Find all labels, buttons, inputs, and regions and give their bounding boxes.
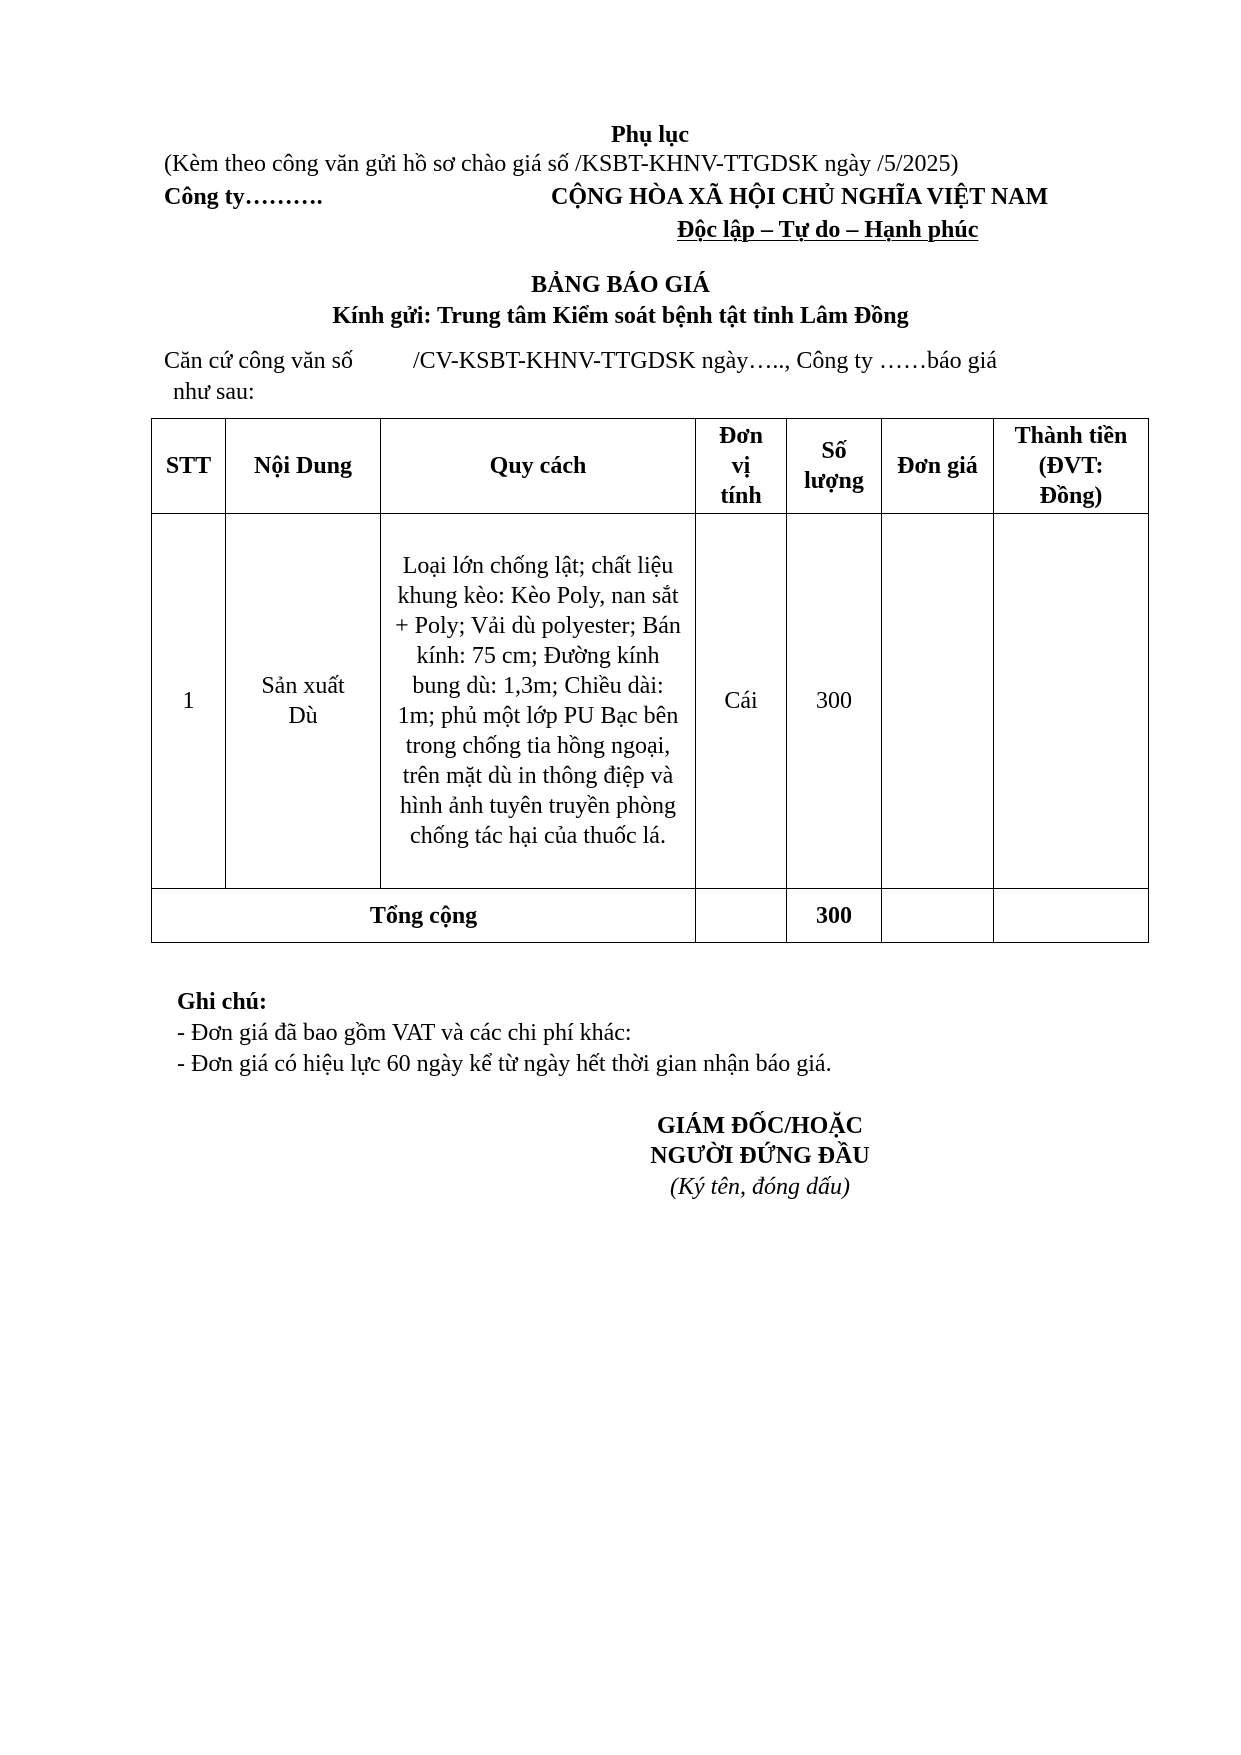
header-spec: Quy cách [381, 419, 696, 514]
signature-role: GIÁM ĐỐC/HOẶC [657, 1113, 863, 1139]
total-unit-price [882, 889, 994, 943]
header-quantity [787, 419, 882, 514]
cell-total [994, 514, 1149, 889]
cell-unit: Cái [696, 514, 787, 889]
note-item: - Đơn giá đã bao gồm VAT và các chi phí khác: [177, 1020, 632, 1046]
total-quantity: 300 [787, 889, 882, 943]
cell-content-line: Dù [288, 703, 318, 729]
notes-title: Ghi chú: [177, 989, 268, 1015]
total-label: Tổng cộng [152, 889, 696, 943]
header-total-line: (ĐVT: [1038, 453, 1104, 479]
total-unit [696, 889, 787, 943]
intro-line: Căn cứ công văn số /CV-KSBT-KHNV-TTGDSK ngày….., Công ty ……báo giá [164, 348, 997, 374]
signature-instruction: (Ký tên, đóng dấu) [670, 1174, 850, 1200]
cell-content [226, 514, 381, 889]
table-row [152, 514, 1149, 889]
header-total-line: Đồng) [1039, 483, 1103, 509]
header-content: Nội Dung [226, 419, 381, 514]
header-total [994, 419, 1149, 514]
cell-stt: 1 [152, 514, 226, 889]
recipient-line: Kính gửi: Trung tâm Kiểm soát bệnh tật tỉnh Lâm Đồng [332, 303, 909, 329]
header-quantity-line: Số [821, 438, 847, 464]
table-header-row [152, 419, 1149, 514]
table-total-row [152, 889, 1149, 943]
cell-unit-price [882, 514, 994, 889]
total-amount [994, 889, 1149, 943]
signature-role-continued: NGƯỜI ĐỨNG ĐẦU [650, 1143, 870, 1169]
cell-quantity: 300 [787, 514, 882, 889]
attached-note: (Kèm theo công văn gửi hồ sơ chào giá số /KSBT-KHNV-TTGDSK ngày /5/2025) [164, 151, 959, 177]
national-motto: Độc lập – Tự do – Hạnh phúc [677, 217, 979, 243]
header-unit-line: Đơn [719, 423, 763, 449]
document-title: BẢNG BÁO GIÁ [531, 272, 710, 298]
header-quantity-line: lượng [804, 468, 864, 494]
cell-content-line: Sản xuất [261, 673, 345, 699]
company-name: Công ty………. [164, 184, 323, 210]
header-unit [696, 419, 787, 514]
quote-table [151, 418, 1149, 943]
note-item: - Đơn giá có hiệu lực 60 ngày kể từ ngày hết thời gian nhận báo giá. [177, 1051, 832, 1077]
intro-line-continuation: như sau: [173, 379, 255, 405]
header-unit-price: Đơn giá [882, 419, 994, 514]
header-unit-line: tính [720, 483, 762, 509]
cell-spec: Loại lớn chống lật; chất liệu khung kèo: Kèo Poly, nan sắt + Poly; Vải dù polyester; Bán kính: 75 cm; Đường kính bung dù: 1,3m; Chiều dài: 1m; phủ một lớp PU Bạc bên trong chống tia hồng ngoại, trên mặt dù in thông điệp và hình ảnh tuyên truyền phòng chống tác hại của thuốc lá. [381, 514, 696, 889]
header-unit-line: vị [731, 453, 751, 479]
header-total-line: Thành tiền [1014, 423, 1128, 449]
appendix-title: Phụ lục [610, 122, 690, 148]
header-stt: STT [152, 419, 226, 514]
national-title: CỘNG HÒA XÃ HỘI CHỦ NGHĨA VIỆT NAM [551, 184, 1049, 210]
